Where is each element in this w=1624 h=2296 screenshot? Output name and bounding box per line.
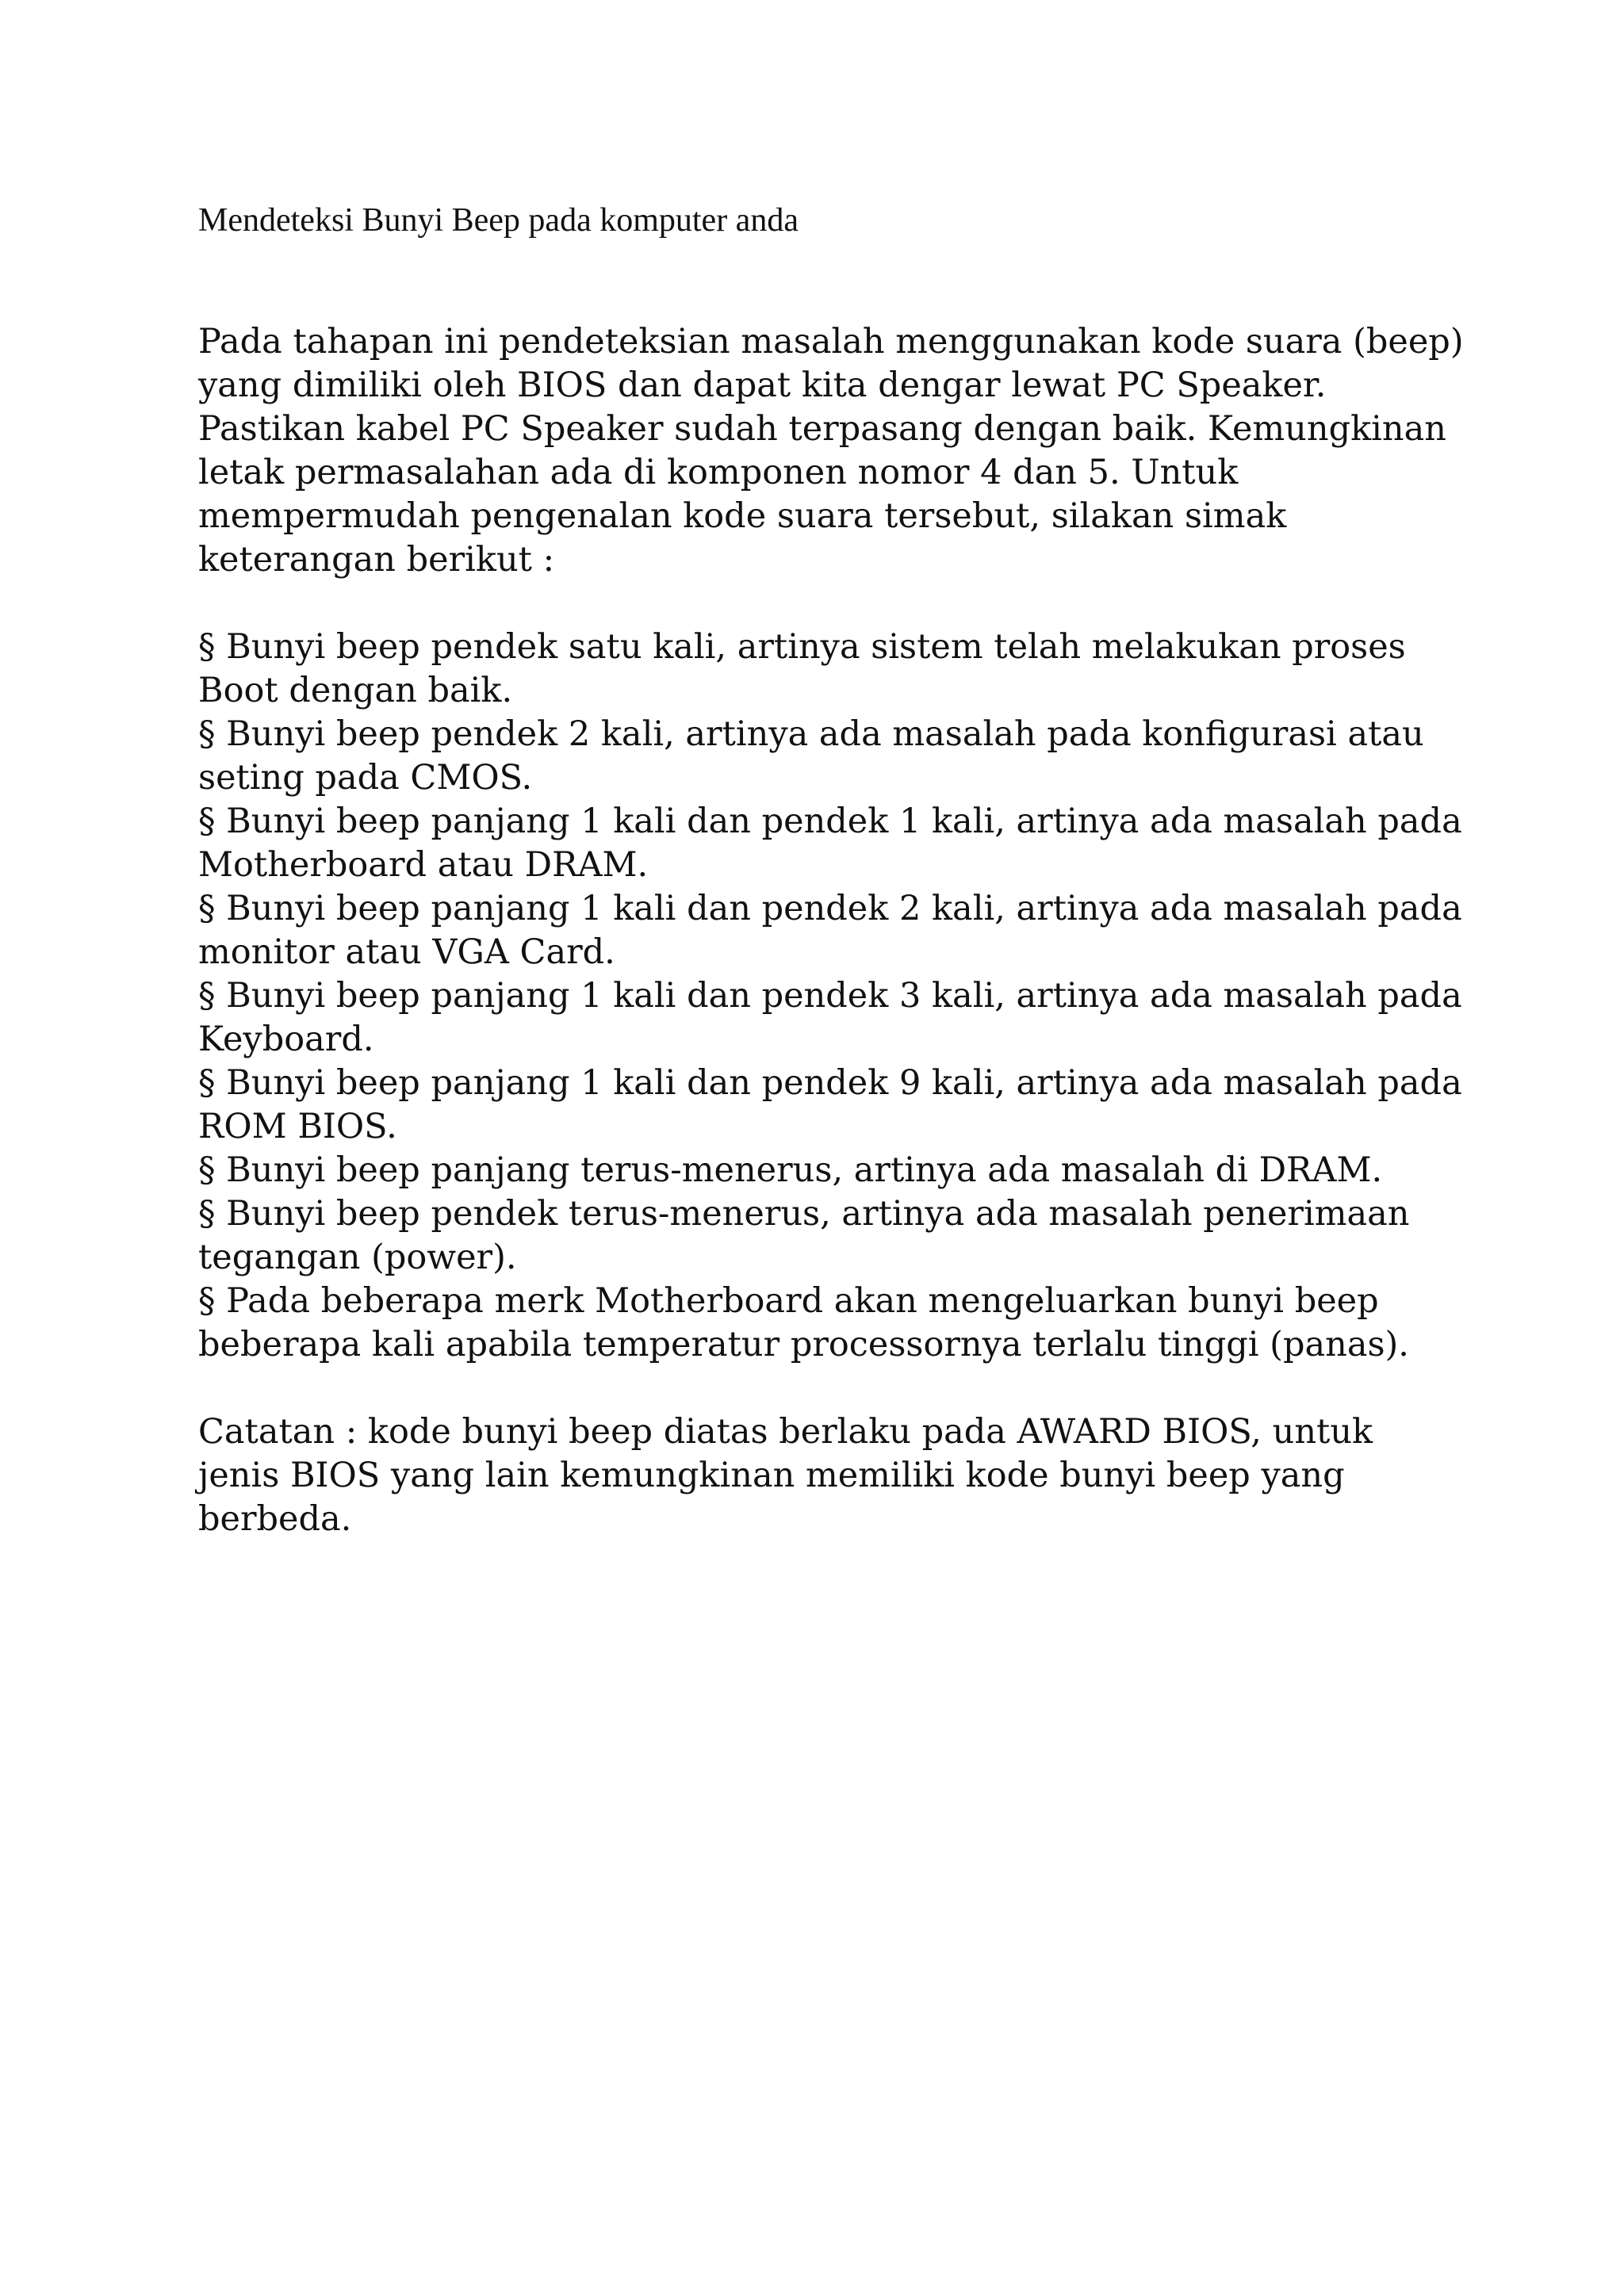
note-line: jenis BIOS yang lain kemungkinan memiliki kode bunyi beep yang xyxy=(198,1456,1345,1495)
beep-code-line: tegangan (power). xyxy=(198,1238,517,1277)
document-title: Mendeteksi Bunyi Beep pada komputer anda xyxy=(198,202,799,239)
beep-code-line: § Bunyi beep panjang 1 kali dan pendek 1 kali, artinya ada masalah pada xyxy=(198,802,1462,841)
beep-code-line: § Bunyi beep pendek terus-menerus, artinya ada masalah penerimaan xyxy=(198,1194,1410,1234)
beep-code-line: beberapa kali apabila temperatur processornya terlalu tinggi (panas). xyxy=(198,1325,1409,1364)
beep-code-line: Motherboard atau DRAM. xyxy=(198,845,649,885)
intro-line: keterangan berikut : xyxy=(198,540,555,580)
beep-code-line: § Bunyi beep panjang 1 kali dan pendek 2 kali, artinya ada masalah pada xyxy=(198,889,1462,928)
beep-code-line: ROM BIOS. xyxy=(198,1107,397,1146)
intro-line: yang dimiliki oleh BIOS dan dapat kita dengar lewat PC Speaker. xyxy=(198,365,1327,405)
paragraph-spacer xyxy=(198,1367,1467,1410)
intro-line: letak permasalahan ada di komponen nomor 4 dan 5. Untuk xyxy=(198,453,1239,492)
beep-code-list xyxy=(198,626,1467,1367)
note-line: berbeda. xyxy=(198,1499,352,1539)
intro-line: mempermudah pengenalan kode suara tersebut, silakan simak xyxy=(198,496,1287,536)
document-body xyxy=(198,320,1467,1541)
beep-code-line: § Bunyi beep pendek 2 kali, artinya ada masalah pada konfigurasi atau xyxy=(198,714,1424,754)
beep-code-line: Keyboard. xyxy=(198,1020,374,1059)
paragraph-spacer xyxy=(198,582,1467,626)
note-paragraph xyxy=(198,1410,1467,1541)
beep-code-line: seting pada CMOS. xyxy=(198,758,533,798)
beep-code-line: monitor atau VGA Card. xyxy=(198,932,615,972)
intro-line: Pastikan kabel PC Speaker sudah terpasang dengan baik. Kemungkinan xyxy=(198,409,1446,449)
intro-paragraph xyxy=(198,320,1467,582)
beep-code-line: § Bunyi beep panjang 1 kali dan pendek 3 kali, artinya ada masalah pada xyxy=(198,976,1462,1016)
beep-code-line: Boot dengan baik. xyxy=(198,671,513,710)
note-line: Catatan : kode bunyi beep diatas berlaku pada AWARD BIOS, untuk xyxy=(198,1412,1373,1452)
beep-code-line: § Pada beberapa merk Motherboard akan mengeluarkan bunyi beep xyxy=(198,1281,1379,1321)
beep-code-line: § Bunyi beep panjang terus-menerus, artinya ada masalah di DRAM. xyxy=(198,1150,1383,1190)
intro-line: Pada tahapan ini pendeteksian masalah menggunakan kode suara (beep) xyxy=(198,322,1464,362)
beep-code-line: § Bunyi beep pendek satu kali, artinya sistem telah melakukan proses xyxy=(198,627,1406,667)
beep-code-line: § Bunyi beep panjang 1 kali dan pendek 9 kali, artinya ada masalah pada xyxy=(198,1063,1462,1103)
